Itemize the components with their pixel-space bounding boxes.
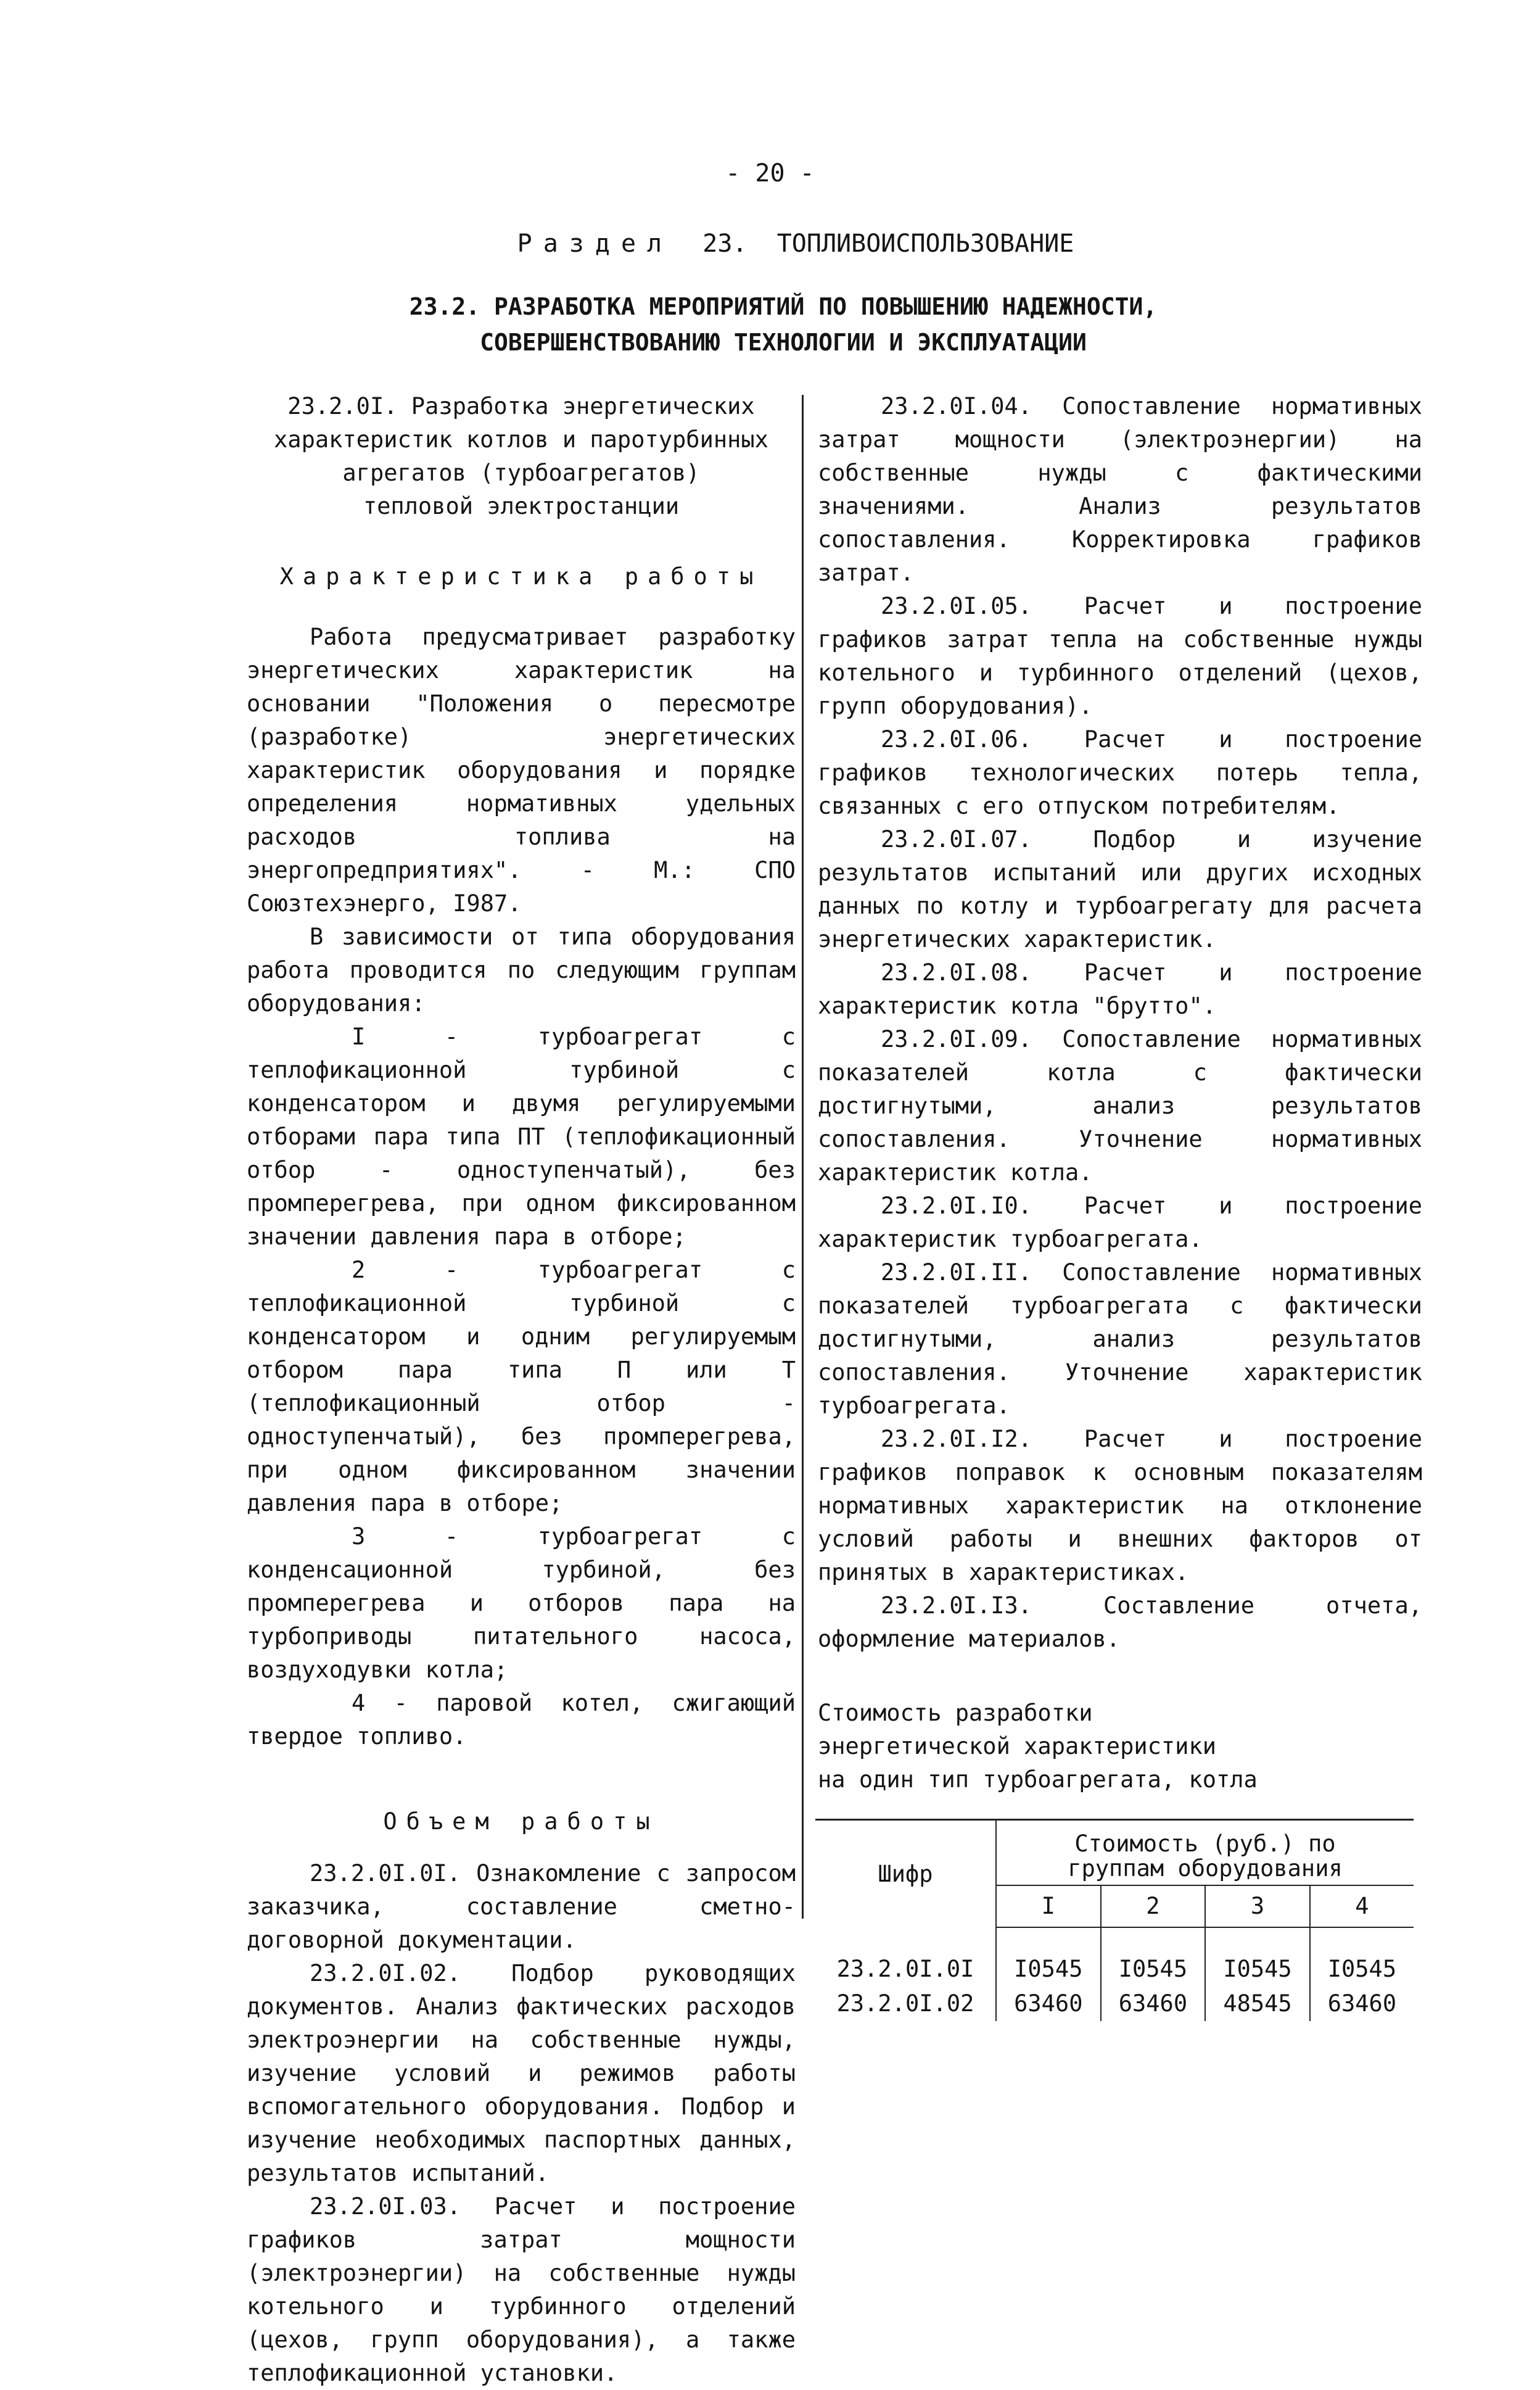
row-value: 63460: [1310, 1987, 1414, 2021]
group-header-3: 3: [1205, 1885, 1310, 1927]
right-column: [818, 390, 1422, 2021]
cost-table-caption: [818, 1697, 1422, 1797]
scope-step-02: 23.2.0I.02. Подбор руководящих документов. Анализ фактических расходов электроэнергии на собственные нужды, изучение условий и режимов работы вспомогательного оборудования. Подбор и изучение необходимых паспортных данных, результатов испытаний.: [247, 1960, 796, 2186]
page-number: - 20 -: [725, 159, 815, 188]
cost-group-header-line-1: Стоимость (руб.) по: [1074, 1830, 1336, 1857]
cost-group-header: [996, 1820, 1414, 1886]
group-4: 4 - паровой котел, сжигающий твердое топливо.: [247, 1690, 796, 1750]
group-1: I - турбоагрегат с теплофикационной турбиной с конденсатором и двумя регулируемыми отборами пара типа ПТ (теплофикационный отбор - одноступенчатый), без промперегрева, при одном фиксированном значении давления пара в отборе;: [247, 1023, 796, 1250]
scope-step-08: 23.2.0I.08. Расчет и построение характеристик котла "брутто".: [818, 959, 1422, 1019]
code-column-header: Шифр: [815, 1820, 996, 1928]
characteristic-paragraph: Работа предусматривает разработку энергетических характеристик на основании "Положения о пересмотре (разработке) энергетических характеристик оборудования и порядке определения нормативных удельных расходов топлива на энергопредприятиях". - М.: СПО Союзтехэнерго, I987.: [247, 624, 796, 917]
scope-step-10: 23.2.0I.I0. Расчет и построение характеристик турбоагрегата.: [818, 1193, 1422, 1252]
item-title-line: характеристик котлов и паротурбинных: [274, 426, 768, 453]
row-value: I0545: [996, 1927, 1101, 1987]
characteristic-heading: Характеристика работы: [279, 563, 763, 590]
row-value: 63460: [996, 1987, 1101, 2021]
row-code: 23.2.0I.02: [836, 1990, 974, 2017]
scope-step-06: 23.2.0I.06. Расчет и построение графиков технологических потерь тепла, связанных с его отпуском потребителям.: [818, 726, 1422, 819]
item-title-line: 23.2.0I. Разработка энергетических: [287, 393, 755, 420]
caption-line: энергетической характеристики: [818, 1733, 1217, 1759]
column-divider: [802, 395, 804, 1919]
scope-step-13: 23.2.0I.I3. Составление отчета, оформление материалов.: [818, 1592, 1422, 1652]
scope-step-07: 23.2.0I.07. Подбор и изучение результатов испытаний или других исходных данных по котлу и турбоагрегату для расчета энергетических характеристик.: [818, 826, 1422, 953]
row-value: 48545: [1205, 1987, 1310, 2021]
table-row: [815, 1927, 1414, 1987]
groups-intro: В зависимости от типа оборудования работа проводится по следующим группам оборудования:: [247, 924, 796, 1017]
caption-line: на один тип турбоагрегата, котла: [818, 1766, 1258, 1793]
row-value: I0545: [1310, 1927, 1414, 1987]
caption-line: Стоимость разработки: [818, 1700, 1093, 1726]
group-2: 2 - турбоагрегат с теплофикационной турбиной с конденсатором и одним регулируемым отбором пара типа П или Т (теплофикационный отбор - одноступенчатый), без промперегрева, при одном фиксированном значении давления пара в отборе;: [247, 1257, 796, 1516]
cost-group-header-line-2: группам оборудования: [1068, 1855, 1343, 1882]
subsection-heading: [0, 289, 1540, 360]
scope-step-01: 23.2.0I.0I. Ознакомление с запросом заказчика, составление сметно-договорной документации.: [247, 1860, 796, 1953]
scope-step-09: 23.2.0I.09. Сопоставление нормативных показателей котла с фактически достигнутыми, анализ результатов сопоставления. Уточнение нормативных характеристик котла.: [818, 1026, 1422, 1186]
group-header-1: I: [996, 1885, 1101, 1927]
scope-step-03: 23.2.0I.03. Расчет и построение графиков затрат мощности (электроэнергии) на собственные нужды котельного и турбинного отделений (цехов, групп оборудования), а также теплофикационной установки.: [247, 2193, 796, 2386]
scope-heading: Объем работы: [383, 1808, 659, 1835]
scope-step-05: 23.2.0I.05. Расчет и построение графиков затрат тепла на собственные нужды котельного и турбинного отделений (цехов, групп оборудования).: [818, 593, 1422, 719]
cost-table: [815, 1819, 1414, 2021]
subsection-line-1: 23.2. РАЗРАБОТКА МЕРОПРИЯТИЙ ПО ПОВЫШЕНИЮ НАДЕЖНОСТИ,: [409, 293, 1158, 320]
table-row: [815, 1987, 1414, 2021]
subsection-line-2: СОВЕРШЕНСТВОВАНИЮ ТЕХНОЛОГИИ И ЭКСПЛУАТАЦИИ: [480, 329, 1087, 356]
section-prefix: Раздел: [517, 229, 673, 258]
scope-step-11: 23.2.0I.II. Сопоставление нормативных показателей турбоагрегата с фактически достигнутыми, анализ результатов сопоставления. Уточнение характеристик турбоагрегата.: [818, 1259, 1422, 1419]
section-title: ТОПЛИВОИСПОЛЬЗОВАНИЕ: [776, 229, 1074, 258]
scope-step-04: 23.2.0I.04. Сопоставление нормативных затрат мощности (электроэнергии) на собственные нужды с фактическими значениями. Анализ результатов сопоставления. Корректировка графиков затрат.: [818, 393, 1422, 586]
left-column: [247, 390, 796, 2390]
group-3: 3 - турбоагрегат с конденсационной турбиной, без промперегрева и отборов пара на турбоприводы питательного насоса, воздуходувки котла;: [247, 1523, 796, 1683]
row-value: 63460: [1101, 1987, 1206, 2021]
group-header-4: 4: [1310, 1885, 1414, 1927]
item-title-line: агрегатов (турбоагрегатов): [342, 460, 700, 486]
scope-step-12: 23.2.0I.I2. Расчет и построение графиков поправок к основным показателям нормативных характеристик на отклонение условий работы и внешних факторов от принятых в характеристиках.: [818, 1426, 1422, 1586]
row-value: I0545: [1101, 1927, 1206, 1987]
item-title-line: тепловой электростанции: [363, 493, 680, 519]
row-code: 23.2.0I.0I: [836, 1955, 974, 1982]
row-value: I0545: [1205, 1927, 1310, 1987]
group-header-2: 2: [1101, 1885, 1206, 1927]
section-number: 23.: [702, 229, 747, 258]
item-title: [247, 390, 796, 523]
section-heading: [0, 229, 1540, 258]
